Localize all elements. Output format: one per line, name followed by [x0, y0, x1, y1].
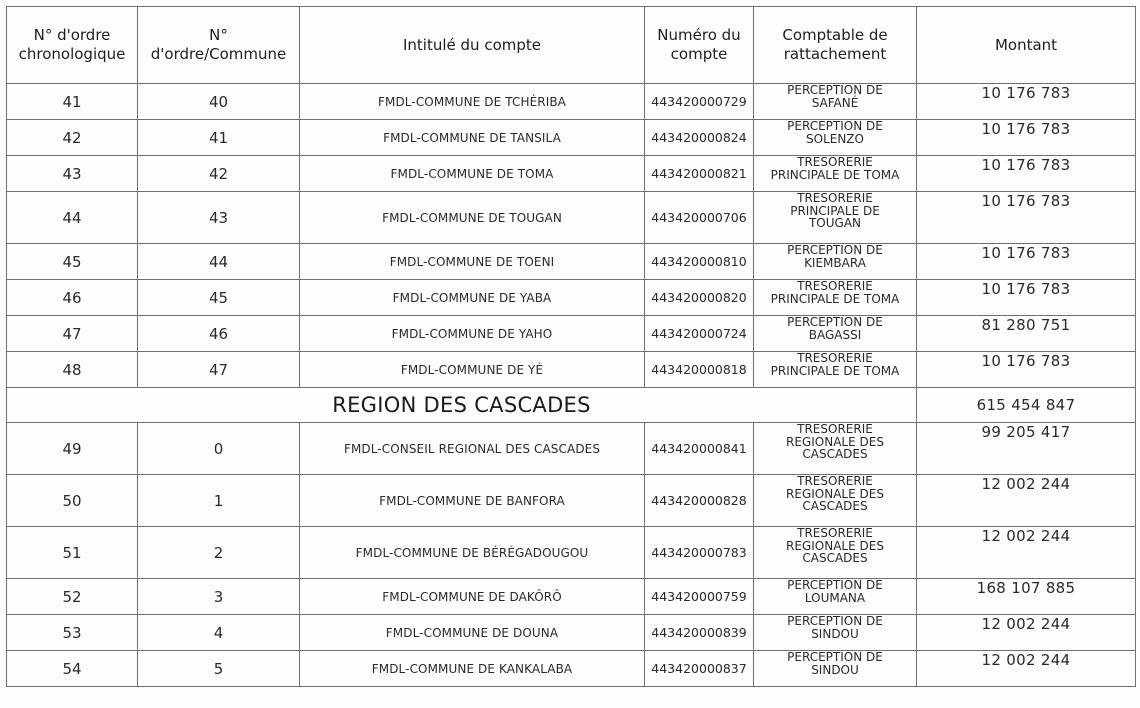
comptable-line: PERCEPTION DE: [787, 243, 883, 257]
ordre-chronologique-cell: 46: [7, 280, 138, 316]
ordre-chronologique-cell: 54: [7, 651, 138, 687]
montant-cell: 168 107 885: [917, 579, 1136, 615]
intitule-cell: FMDL-COMMUNE DE TOMA: [300, 156, 645, 192]
ordre-commune-cell: 41: [138, 120, 300, 156]
montant-cell: 99 205 417: [917, 423, 1136, 475]
fmdl-allocation-table: [6, 6, 1136, 687]
table-row: [7, 84, 1136, 120]
numero-compte-cell: 443420000783: [645, 527, 754, 579]
ordre-chronologique-cell: 47: [7, 316, 138, 352]
header-numero: Numéro du compte: [645, 7, 754, 84]
comptable-cell: [754, 244, 917, 280]
ordre-commune-cell: 42: [138, 156, 300, 192]
comptable-line: CASCADES: [802, 499, 868, 513]
montant-cell: 10 176 783: [917, 280, 1136, 316]
montant-cell: 12 002 244: [917, 475, 1136, 527]
comptable-line: PERCEPTION DE: [787, 578, 883, 592]
table-row: [7, 192, 1136, 244]
table-row: [7, 156, 1136, 192]
header-ordre-commune-line2: d'ordre/Commune: [150, 45, 287, 63]
numero-compte-cell: 443420000724: [645, 316, 754, 352]
intitule-cell: FMDL-COMMUNE DE DAKÔRÔ: [300, 579, 645, 615]
intitule-cell: FMDL-COMMUNE DE DOUNA: [300, 615, 645, 651]
comptable-line: PERCEPTION DE: [787, 614, 883, 628]
ordre-commune-cell: 4: [138, 615, 300, 651]
region-total: 615 454 847: [917, 388, 1136, 423]
comptable-line: CASCADES: [802, 447, 868, 461]
numero-compte-cell: 443420000828: [645, 475, 754, 527]
numero-compte-cell: 443420000706: [645, 192, 754, 244]
table-row: [7, 475, 1136, 527]
comptable-line: PERCEPTION DE: [787, 83, 883, 97]
comptable-line: REGIONALE DES: [786, 538, 884, 553]
comptable-line: LOUMANA: [804, 590, 866, 605]
header-ordre-commune: [138, 7, 300, 84]
numero-compte-cell: 443420000824: [645, 120, 754, 156]
comptable-line: TRESORERIE: [797, 279, 873, 293]
numero-compte-cell: 443420000818: [645, 352, 754, 388]
intitule-cell: FMDL-COMMUNE DE YÉ: [300, 352, 645, 388]
comptable-line: SAFANÉ: [811, 95, 859, 110]
intitule-cell: FMDL-COMMUNE DE TANSILA: [300, 120, 645, 156]
region-name: REGION DES CASCADES: [7, 388, 917, 423]
comptable-cell: [754, 120, 917, 156]
montant-cell: 10 176 783: [917, 192, 1136, 244]
ordre-chronologique-cell: 48: [7, 352, 138, 388]
comptable-cell: [754, 84, 917, 120]
comptable-cell: [754, 352, 917, 388]
montant-cell: 81 280 751: [917, 316, 1136, 352]
intitule-cell: FMDL-COMMUNE DE TCHÉRIBA: [300, 84, 645, 120]
ordre-commune-cell: 46: [138, 316, 300, 352]
ordre-chronologique-cell: 45: [7, 244, 138, 280]
region-section: [7, 388, 1136, 423]
numero-compte-cell: 443420000820: [645, 280, 754, 316]
table-row: [7, 120, 1136, 156]
table-row: [7, 316, 1136, 352]
numero-compte-cell: 443420000729: [645, 84, 754, 120]
comptable-line: PRINCIPALE DE TOMA: [770, 363, 900, 378]
ordre-chronologique-cell: 50: [7, 475, 138, 527]
comptable-cell: [754, 156, 917, 192]
comptable-cell: [754, 579, 917, 615]
table-body-section-a: [7, 84, 1136, 388]
intitule-cell: FMDL-COMMUNE DE TOUGAN: [300, 192, 645, 244]
header-row: [7, 7, 1136, 84]
intitule-cell: FMDL-COMMUNE DE KANKALABA: [300, 651, 645, 687]
comptable-line: CASCADES: [802, 551, 868, 565]
ordre-commune-cell: 1: [138, 475, 300, 527]
ordre-chronologique-cell: 41: [7, 84, 138, 120]
comptable-line: PERCEPTION DE: [787, 650, 883, 664]
numero-compte-cell: 443420000841: [645, 423, 754, 475]
comptable-line: TRESORERIE: [797, 526, 873, 540]
ordre-chronologique-cell: 44: [7, 192, 138, 244]
table-row: [7, 423, 1136, 475]
numero-compte-cell: 443420000821: [645, 156, 754, 192]
montant-cell: 12 002 244: [917, 615, 1136, 651]
comptable-line: PERCEPTION DE: [787, 119, 883, 133]
ordre-commune-cell: 40: [138, 84, 300, 120]
montant-cell: 10 176 783: [917, 244, 1136, 280]
table-row: [7, 527, 1136, 579]
comptable-line: SOLENZO: [806, 131, 864, 146]
header-ordre-chronologique: N° d'ordre chronologique: [7, 7, 138, 84]
comptable-line: BAGASSI: [808, 327, 862, 342]
table-row: [7, 280, 1136, 316]
comptable-line: TRESORERIE: [797, 474, 873, 488]
comptable-line: KIEMBARA: [804, 255, 866, 270]
intitule-cell: FMDL-CONSEIL REGIONAL DES CASCADES: [300, 423, 645, 475]
table-row: [7, 244, 1136, 280]
comptable-line: PRINCIPALE DE TOMA: [770, 167, 900, 182]
intitule-cell: FMDL-COMMUNE DE BÉRÉGADOUGOU: [300, 527, 645, 579]
header-ordre-commune-line1: N°: [209, 26, 228, 44]
ordre-chronologique-cell: 51: [7, 527, 138, 579]
table-row: [7, 615, 1136, 651]
intitule-cell: FMDL-COMMUNE DE BANFORA: [300, 475, 645, 527]
comptable-line: SINDOU: [811, 626, 859, 641]
intitule-cell: FMDL-COMMUNE DE YAHO: [300, 316, 645, 352]
montant-cell: 10 176 783: [917, 156, 1136, 192]
comptable-line: REGIONALE DES: [786, 434, 884, 449]
comptable-cell: [754, 423, 917, 475]
table-row: [7, 352, 1136, 388]
comptable-line: TRESORERIE: [797, 155, 873, 169]
ordre-commune-cell: 45: [138, 280, 300, 316]
ordre-chronologique-cell: 43: [7, 156, 138, 192]
comptable-line: PERCEPTION DE: [787, 315, 883, 329]
ordre-commune-cell: 3: [138, 579, 300, 615]
ordre-commune-cell: 47: [138, 352, 300, 388]
header-comptable: Comptable de rattachement: [754, 7, 917, 84]
comptable-cell: [754, 651, 917, 687]
table-row: [7, 579, 1136, 615]
comptable-line: TRESORERIE: [797, 191, 873, 205]
montant-cell: 10 176 783: [917, 120, 1136, 156]
comptable-cell: [754, 280, 917, 316]
comptable-line: SINDOU: [811, 662, 859, 677]
comptable-line: TOUGAN: [808, 216, 862, 230]
comptable-line: TRESORERIE: [797, 351, 873, 365]
ordre-commune-cell: 2: [138, 527, 300, 579]
region-row: [7, 388, 1136, 423]
table-row: [7, 651, 1136, 687]
ordre-chronologique-cell: 52: [7, 579, 138, 615]
ordre-commune-cell: 0: [138, 423, 300, 475]
ordre-commune-cell: 44: [138, 244, 300, 280]
numero-compte-cell: 443420000810: [645, 244, 754, 280]
montant-cell: 12 002 244: [917, 527, 1136, 579]
ordre-chronologique-cell: 53: [7, 615, 138, 651]
numero-compte-cell: 443420000839: [645, 615, 754, 651]
numero-compte-cell: 443420000759: [645, 579, 754, 615]
comptable-line: TRESORERIE: [797, 422, 873, 436]
intitule-cell: FMDL-COMMUNE DE TOENI: [300, 244, 645, 280]
comptable-cell: [754, 615, 917, 651]
ordre-chronologique-cell: 49: [7, 423, 138, 475]
header-montant: Montant: [917, 7, 1136, 84]
comptable-line: PRINCIPALE DE: [790, 203, 880, 218]
comptable-line: PRINCIPALE DE TOMA: [770, 291, 900, 306]
ordre-commune-cell: 5: [138, 651, 300, 687]
intitule-cell: FMDL-COMMUNE DE YABA: [300, 280, 645, 316]
comptable-cell: [754, 475, 917, 527]
montant-cell: 10 176 783: [917, 84, 1136, 120]
comptable-line: REGIONALE DES: [786, 486, 884, 501]
table-body-section-b: [7, 423, 1136, 687]
montant-cell: 12 002 244: [917, 651, 1136, 687]
numero-compte-cell: 443420000837: [645, 651, 754, 687]
header-intitule: Intitulé du compte: [300, 7, 645, 84]
comptable-cell: [754, 316, 917, 352]
montant-cell: 10 176 783: [917, 352, 1136, 388]
ordre-chronologique-cell: 42: [7, 120, 138, 156]
comptable-cell: [754, 527, 917, 579]
ordre-commune-cell: 43: [138, 192, 300, 244]
comptable-cell: [754, 192, 917, 244]
